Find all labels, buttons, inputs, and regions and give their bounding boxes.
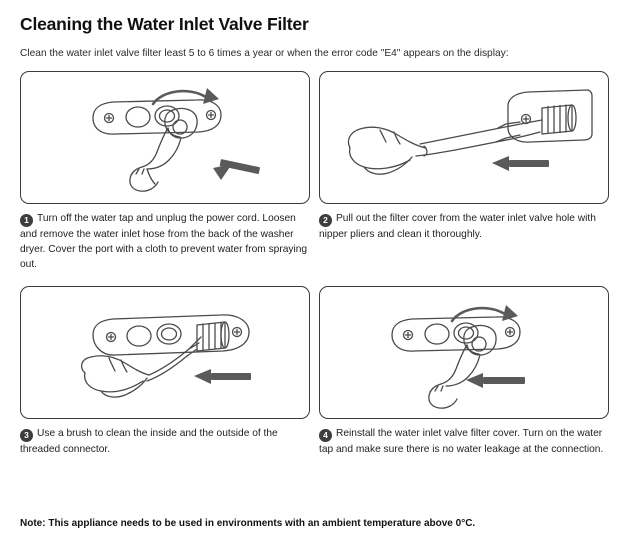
step-4 xyxy=(319,286,609,457)
intro-text: Clean the water inlet valve filter least 5 to 6 times a year or when the error code "E4" appears on the display: xyxy=(20,48,509,59)
step-4-figure xyxy=(319,286,609,419)
step-1-number: 1 xyxy=(20,214,33,227)
step-3-figure xyxy=(20,286,310,419)
ambient-temperature-note: Note: This appliance needs to be used in environments with an ambient temperature above 0°C. xyxy=(20,518,476,529)
step-1 xyxy=(20,71,310,273)
step-2-number: 2 xyxy=(319,214,332,227)
step-2 xyxy=(319,71,609,273)
step-4-number: 4 xyxy=(319,429,332,442)
step-4-caption xyxy=(319,426,609,457)
step-2-caption xyxy=(319,211,609,242)
step-2-text: Pull out the filter cover from the water inlet valve hole with nipper pliers and clean it thoroughly. xyxy=(319,212,596,240)
page-title: Cleaning the Water Inlet Valve Filter xyxy=(20,14,309,34)
steps-grid xyxy=(20,71,609,457)
step-1-caption xyxy=(20,211,310,273)
step-1-text: Turn off the water tap and unplug the power cord. Loosen and remove the water inlet hose from the back of the washer dryer. Cover the port with a cloth to prevent water from spraying out. xyxy=(20,212,308,271)
step-1-figure xyxy=(20,71,310,204)
step-2-figure xyxy=(319,71,609,204)
step-3-text: Use a brush to clean the inside and the outside of the threaded connector. xyxy=(20,427,278,455)
step-4-text: Reinstall the water inlet valve filter cover. Turn on the water tap and make sure there is no water leakage at the connection. xyxy=(319,427,604,455)
step-3-number: 3 xyxy=(20,429,33,442)
step-3-caption xyxy=(20,426,310,457)
step-3 xyxy=(20,286,310,457)
